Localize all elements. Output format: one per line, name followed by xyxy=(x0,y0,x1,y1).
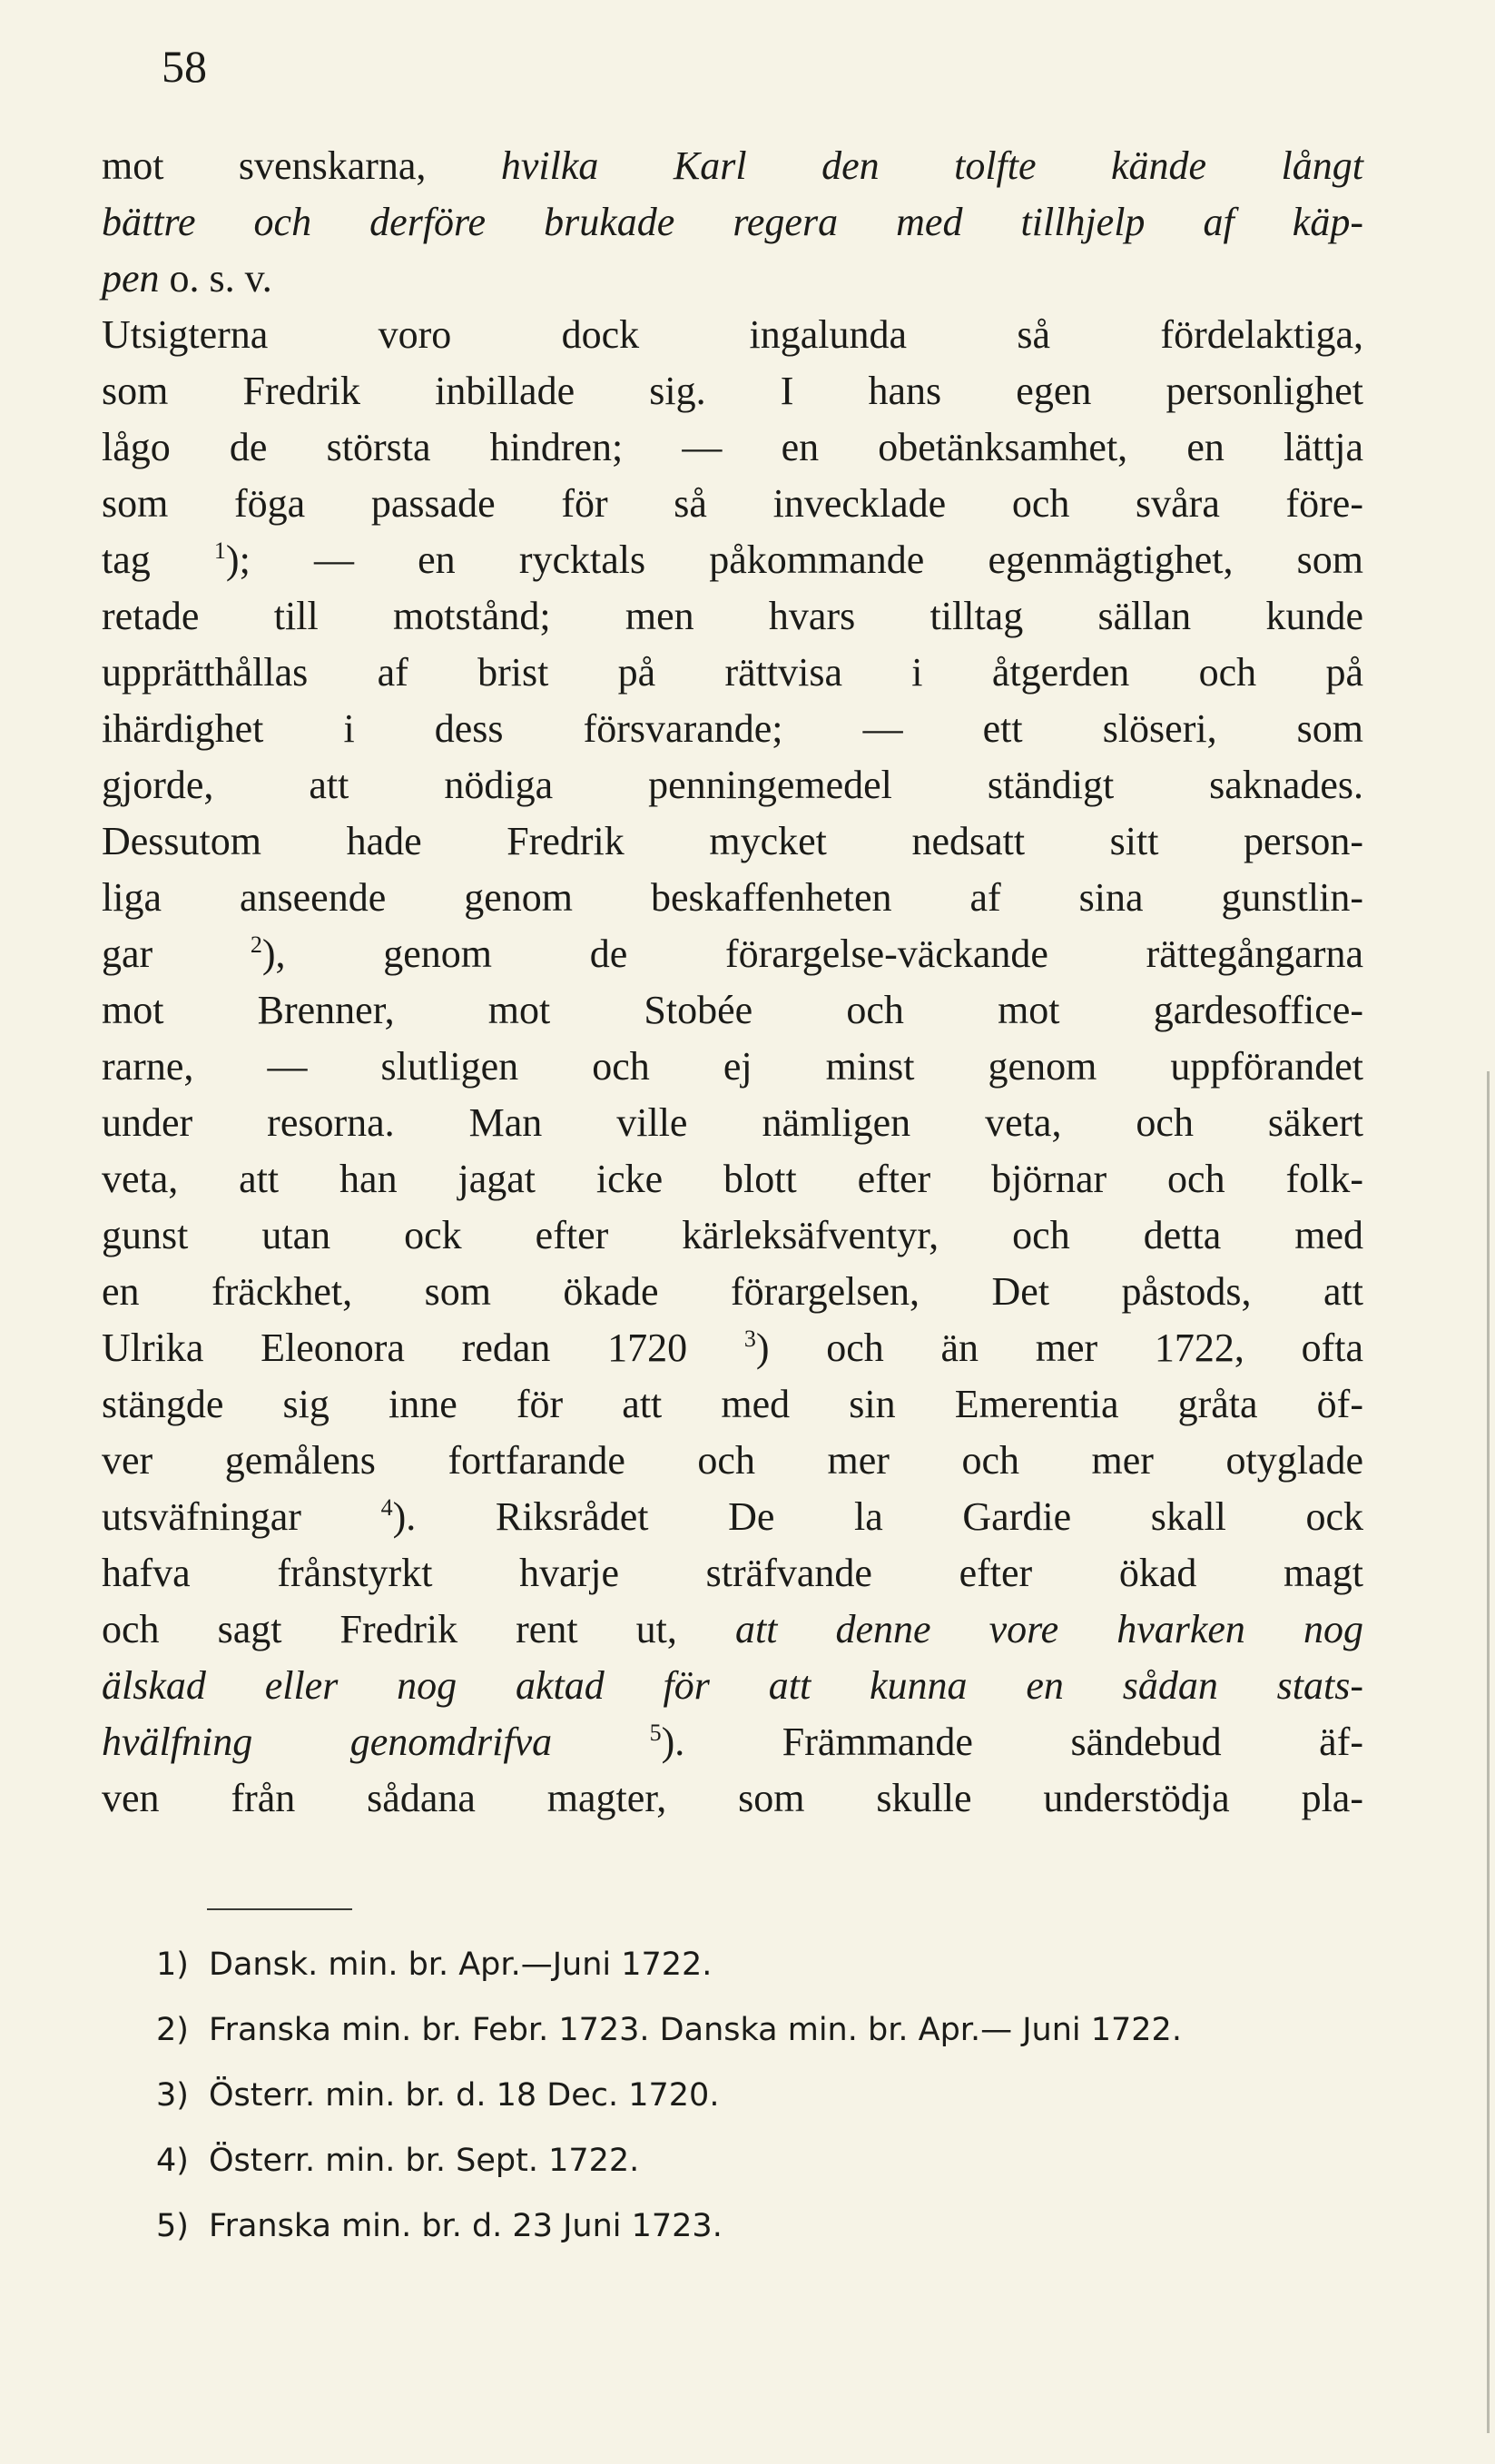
text-line xyxy=(102,1770,1363,1827)
footnote-reference: 2 xyxy=(250,931,262,958)
footnote-text: Franska min. br. Febr. 1723. Danska min. br. Apr.— Juni 1722. xyxy=(209,2012,1182,2048)
footnote-text: Österr. min. br. Sept. 1722. xyxy=(209,2143,640,2179)
text-segment: under resorna. Man ville nämligen veta, och säkert xyxy=(102,1100,1363,1145)
text-segment: gar xyxy=(102,931,251,976)
text-segment: som föga passade för så invecklade och svåra före- xyxy=(102,481,1363,526)
footnote-divider xyxy=(207,1908,352,1910)
text-segment xyxy=(552,1720,650,1764)
footnote xyxy=(156,2135,1363,2186)
footnote-number: 1) xyxy=(156,1947,189,1983)
italic-text: hvälfning genomdrifva xyxy=(102,1720,553,1764)
text-segment: gjorde, att nödiga penningemedel ständigt saknades. xyxy=(102,763,1363,807)
page-number: 58 xyxy=(162,41,207,92)
footnote-number: 5) xyxy=(156,2208,189,2244)
text-line xyxy=(102,982,1363,1039)
footnote-reference: 3 xyxy=(743,1326,756,1352)
text-segment: o. s. v. xyxy=(159,256,272,301)
text-line xyxy=(102,1207,1363,1264)
text-line xyxy=(102,138,1363,194)
text-line xyxy=(102,1376,1363,1433)
text-line xyxy=(102,813,1363,870)
text-segment: Dessutom hade Fredrik mycket nedsatt sitt person- xyxy=(102,819,1363,863)
text-line xyxy=(102,701,1363,757)
text-segment: liga anseende genom beskaffenheten af sina gunstlin- xyxy=(102,875,1363,920)
text-line xyxy=(102,363,1363,419)
text-segment: ); — en rycktals påkommande egenmägtighet, som xyxy=(225,537,1363,582)
text-line xyxy=(102,1320,1363,1376)
text-line xyxy=(102,1489,1363,1545)
italic-text: älskad eller nog aktad för att kunna en sådan stats- xyxy=(102,1663,1363,1708)
text-segment: utsväfningar xyxy=(102,1494,381,1539)
footnote xyxy=(156,1939,1363,1990)
text-segment: stängde sig inne för att med sin Emerentia gråta öf- xyxy=(102,1382,1363,1426)
text-segment: ihärdighet i dess försvarande; — ett slöseri, som xyxy=(102,706,1363,751)
text-segment: upprätthållas af brist på rättvisa i åtgerden och på xyxy=(102,650,1363,695)
text-line xyxy=(102,476,1363,532)
text-line xyxy=(102,194,1363,251)
italic-text: att denne vore hvarken nog xyxy=(734,1607,1363,1651)
footnote-text: Franska min. br. d. 23 Juni 1723. xyxy=(209,2208,723,2244)
text-segment: veta, att han jagat icke blott efter björnar och folk- xyxy=(102,1157,1363,1201)
text-segment: som Fredrik inbillade sig. I hans egen personlighet xyxy=(102,369,1363,413)
text-segment: Ulrika Eleonora redan 1720 xyxy=(102,1326,744,1370)
italic-text: pen xyxy=(102,256,160,301)
text-line xyxy=(102,1151,1363,1207)
footnote-reference: 5 xyxy=(649,1720,662,1746)
footnote-text: Österr. min. br. d. 18 Dec. 1720. xyxy=(209,2077,720,2114)
text-line xyxy=(102,926,1363,982)
italic-text: bättre och derföre brukade regera med tillhjelp af käp- xyxy=(102,200,1363,244)
text-segment: hafva frånstyrkt hvarje sträfvande efter ökad magt xyxy=(102,1551,1363,1595)
text-segment: retade till motstånd; men hvars tilltag sällan kunde xyxy=(102,594,1363,638)
text-line xyxy=(102,251,1363,307)
text-line xyxy=(102,1714,1363,1770)
text-line xyxy=(102,870,1363,926)
page-edge-shadow xyxy=(1487,1071,1490,2433)
text-segment: gunst utan ock efter kärleksäfventyr, och detta med xyxy=(102,1213,1363,1257)
text-line xyxy=(102,1602,1363,1658)
text-line xyxy=(102,645,1363,701)
text-line xyxy=(102,419,1363,476)
text-segment: rarne, — slutligen och ej minst genom uppförandet xyxy=(102,1044,1363,1089)
text-line xyxy=(102,532,1363,588)
text-segment: mot svenskarna, xyxy=(102,143,501,188)
text-segment: ) och än mer 1722, ofta xyxy=(755,1326,1363,1370)
footnote xyxy=(156,2070,1363,2121)
text-line xyxy=(102,757,1363,813)
text-segment: lågo de största hindren; — en obetänksamhet, en lättja xyxy=(102,425,1363,469)
text-segment: Utsigterna voro dock ingalunda så fördelaktiga, xyxy=(102,312,1363,357)
footnote xyxy=(156,2005,1363,2055)
text-line xyxy=(102,307,1363,363)
text-line xyxy=(102,1545,1363,1602)
text-segment: och sagt Fredrik rent ut, xyxy=(102,1607,735,1651)
footnote xyxy=(156,2201,1363,2252)
text-line xyxy=(102,1095,1363,1151)
text-line xyxy=(102,1264,1363,1320)
text-segment: ), genom de förargelse-väckande rättegångarna xyxy=(261,931,1363,976)
text-line xyxy=(102,1039,1363,1095)
text-line xyxy=(102,588,1363,645)
footnotes xyxy=(156,1939,1363,2266)
footnote-reference: 4 xyxy=(380,1494,393,1521)
text-segment: en fräckhet, som ökade förargelsen, Det påstods, att xyxy=(102,1269,1363,1314)
text-line xyxy=(102,1658,1363,1714)
footnote-reference: 1 xyxy=(213,537,226,564)
text-segment: ). Riksrådet De la Gardie skall ock xyxy=(392,1494,1363,1539)
footnote-text: Dansk. min. br. Apr.—Juni 1722. xyxy=(209,1947,713,1983)
body-text xyxy=(102,138,1363,1827)
text-segment: ver gemålens fortfarande och mer och mer otyglade xyxy=(102,1438,1363,1483)
text-segment: mot Brenner, mot Stobée och mot gardesoffice- xyxy=(102,988,1363,1032)
footnote-number: 4) xyxy=(156,2143,189,2179)
text-segment: ). Främmande sändebud äf- xyxy=(661,1720,1364,1764)
text-line xyxy=(102,1433,1363,1489)
footnote-number: 3) xyxy=(156,2077,189,2114)
footnote-number: 2) xyxy=(156,2012,189,2048)
text-segment: ven från sådana magter, som skulle understödja pla- xyxy=(102,1776,1363,1820)
text-segment: tag xyxy=(102,537,214,582)
italic-text: hvilka Karl den tolfte kände långt xyxy=(500,143,1363,188)
